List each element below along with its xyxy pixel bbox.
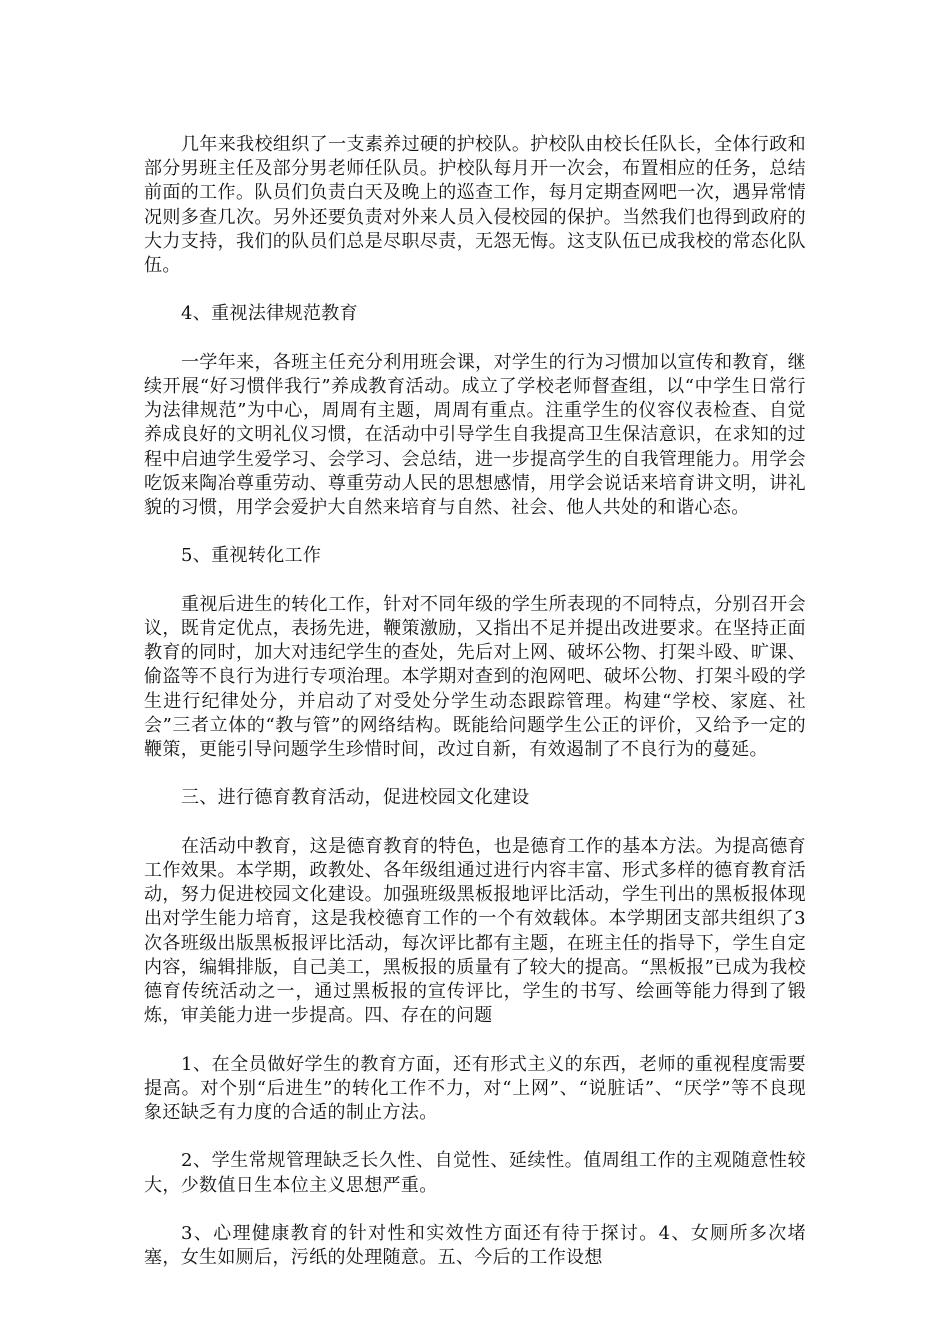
paragraph-problem-3: 3、心理健康教育的针对性和实效性方面还有待于探讨。4、女厕所多次堵塞，女生如厕后，污纸的处理随意。五、今后的工作设想 (144, 1223, 806, 1269)
heading-transformation-work: 5、重视转化工作 (181, 545, 322, 567)
paragraph-moral-education-activities: 在活动中教育，这是德育教育的特色，也是德育工作的基本方法。为提高德育工作效果。本学期，政教处、各年级组通过进行内容丰富、形式多样的德育教育活动，努力促进校园文化建设。加强班级黑板报地评比活动，学生刊出的黑板报体现出对学生能力培育，这是我校德育工作的一个有效载体。本学期团支部共组织了3次各班级出版黑板报评比活动，每次评比都有主题，在班主任的指导下，学生自定内容，编辑排版，自己美工，黑板报的质量有了较大的提高。“黑板报”已成为我校德育传统活动之一，通过黑板报的宣传评比，学生的书写、绘画等能力得到了锻炼，审美能力进一步提高。四、存在的问题 (144, 835, 806, 1027)
heading-moral-education-activities: 三、进行德育教育活动，促进校园文化建设 (181, 787, 530, 809)
paragraph-transformation-work: 重视后进生的转化工作，针对不同年级的学生所表现的不同特点，分别召开会议，既肯定优点，表扬先进，鞭策激励，又指出不足并提出改进要求。在坚持正面教育的同时，加大对违纪学生的查处，先后对上网、破坏公物、打架斗殴、旷课、偷盗等不良行为进行专项治理。本学期对查到的泡网吧、破坏公物、打架斗殴的学生进行纪律处分，并启动了对受处分学生动态跟踪管理。构建“学校、家庭、社会”三者立体的“教与管”的网络结构。既能给问题学生公正的评价，又给予一定的鞭策，更能引导问题学生珍惜时间，改过自新，有效遏制了不良行为的蔓延。 (144, 593, 806, 761)
heading-legal-norms-education: 4、重视法律规范教育 (181, 303, 358, 325)
paragraph-school-patrol-team: 几年来我校组织了一支素养过硬的护校队。护校队由校长任队长，全体行政和部分男班主任及部分男老师任队员。护校队每月开一次会，布置相应的任务，总结前面的工作。队员们负责白天及晚上的巡查工作，每月定期查网吧一次，遇异常情况则多查几次。另外还要负责对外来人员入侵校园的保护。当然我们也得到政府的大力支持，我们的队员们总是尽职尽责，无怨无悔。这支队伍已成我校的常态化队伍。 (144, 134, 806, 277)
document-body (144, 133, 806, 1295)
paragraph-problem-2: 2、学生常规管理缺乏长久性、自觉性、延续性。值周组工作的主观随意性较大，少数值日生本位主义思想严重。 (144, 1150, 806, 1196)
paragraph-problem-1: 1、在全员做好学生的教育方面，还有形式主义的东西，老师的重视程度需要提高。对个别“后进生”的转化工作不力，对“上网”、“说脏话”、“厌学”等不良现象还缺乏有力度的合适的制止方法。 (144, 1053, 806, 1124)
paragraph-legal-norms-education: 一学年来，各班主任充分利用班会课，对学生的行为习惯加以宣传和教育，继续开展“好习惯伴我行”养成教育活动。成立了学校老师督查组，以“中学生日常行为法律规范”为中心，周周有主题，周周有重点。注重学生的仪容仪表检查、自觉养成良好的文明礼仪习惯，在活动中引导学生自我提高卫生保洁意识，在求知的过程中启迪学生爱学习、会学习、会总结，进一步提高学生的自我管理能力。用学会吃饭来陶冶尊重劳动、尊重劳动人民的思想感情，用学会说话来培育讲文明，讲礼貌的习惯，用学会爱护大自然来培育与自然、社会、他人共处的和谐心态。 (144, 351, 806, 519)
